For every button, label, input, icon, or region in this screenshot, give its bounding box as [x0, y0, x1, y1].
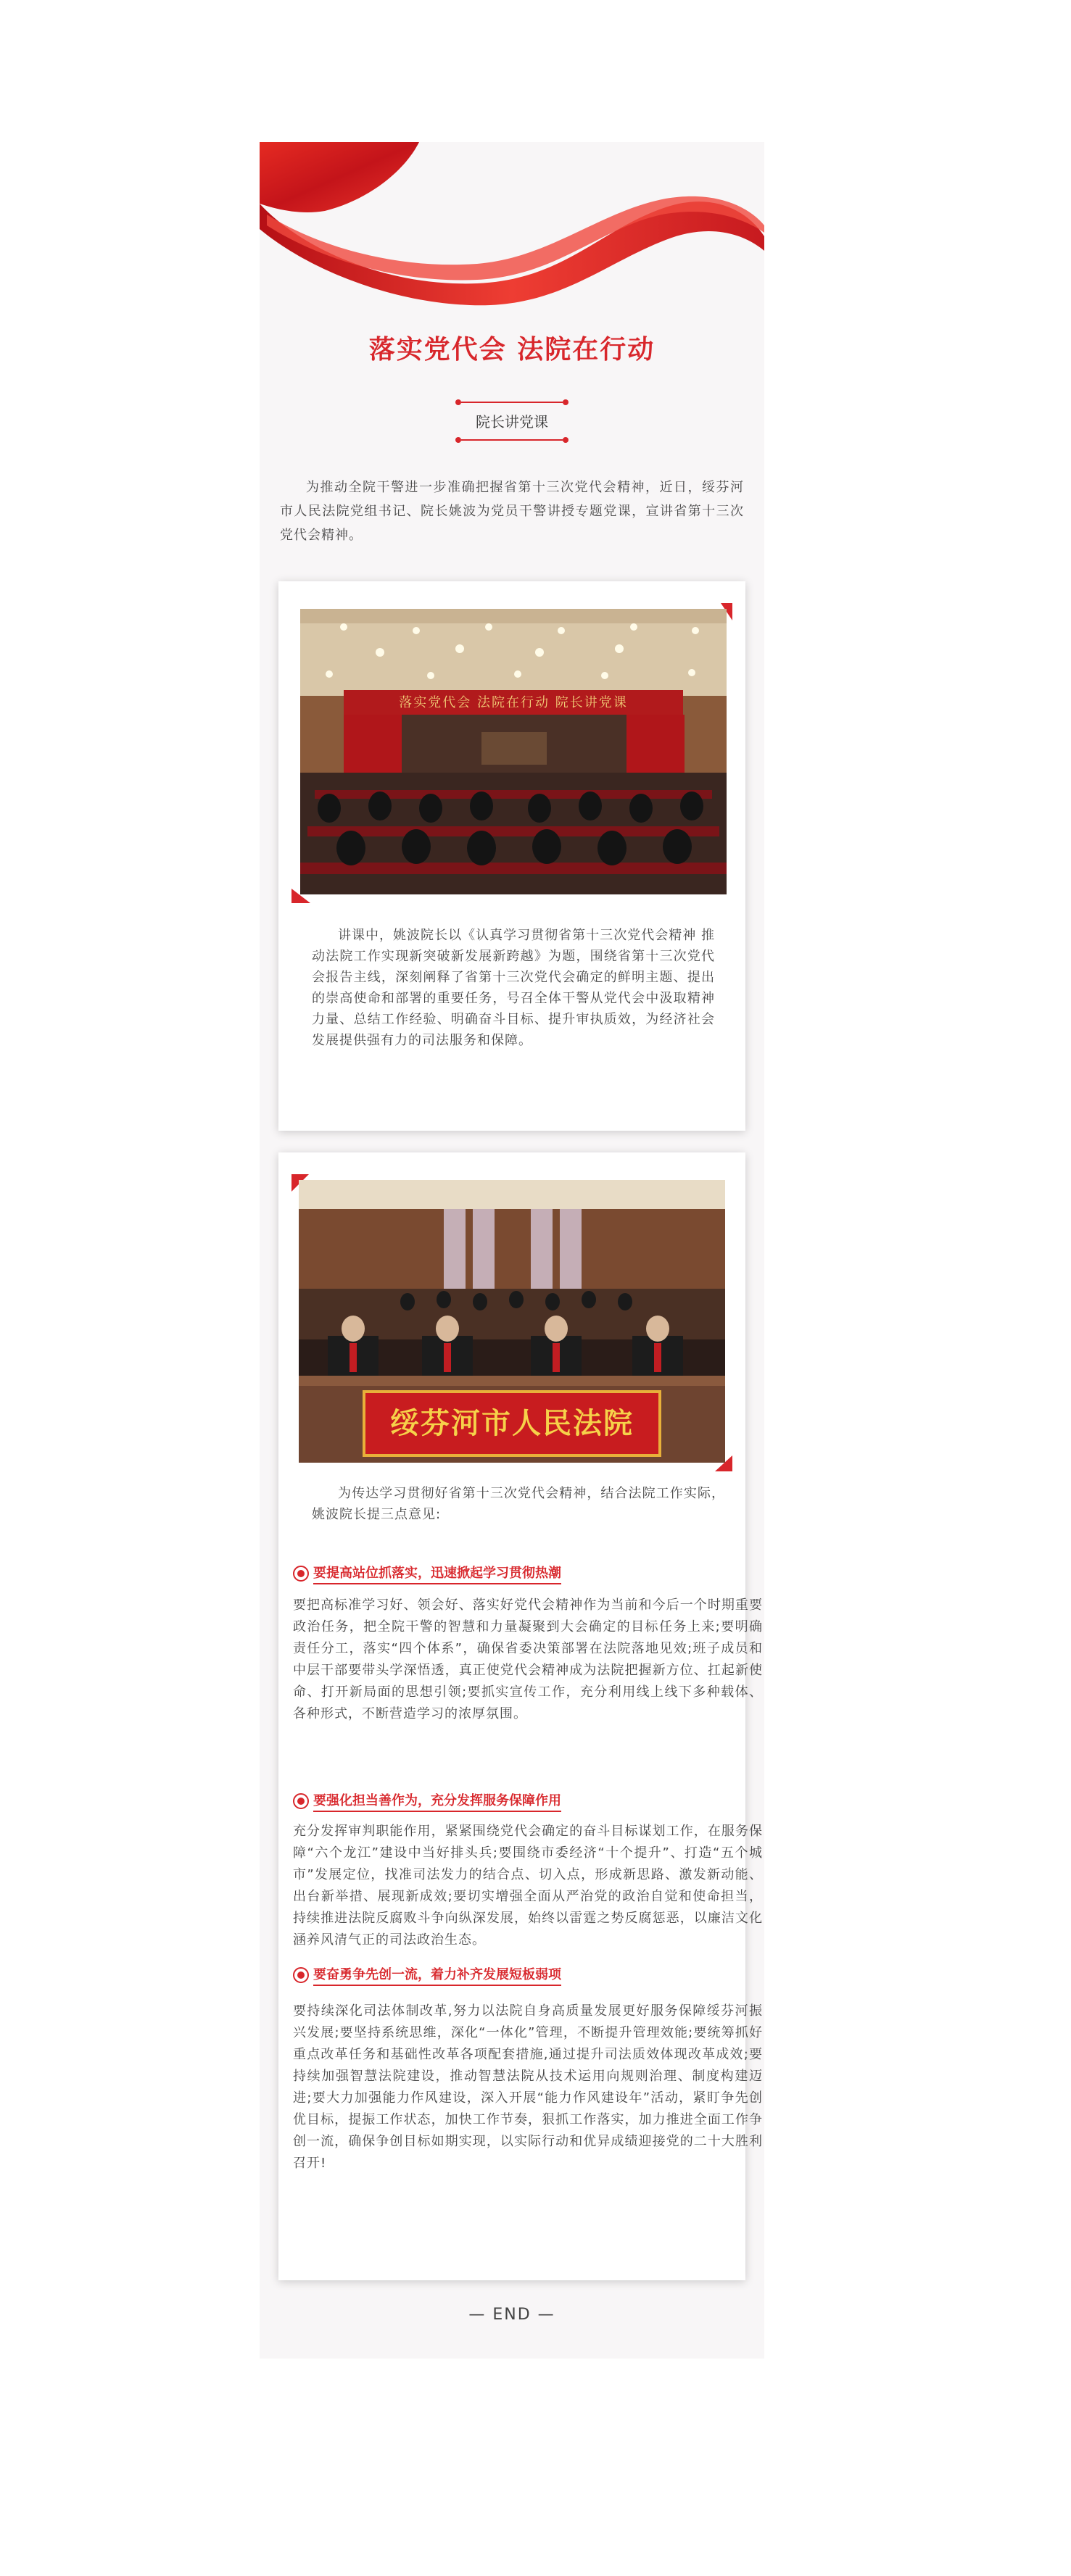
section-heading-3 — [293, 1964, 561, 1986]
court-sign-text: 绥芬河市人民法院 — [390, 1406, 634, 1440]
lecture-hall-illustration — [300, 609, 727, 894]
content-card-opinions — [278, 1152, 763, 2280]
subtitle: 院长讲党课 — [476, 413, 548, 431]
opinions-intro: 为传达学习贯彻好省第十三次党代会精神，结合法院工作实际，姚波院长提三点意见: — [312, 1486, 725, 1522]
subtitle-badge — [455, 399, 568, 444]
intro-paragraph: 为推动全院干警进一步准确把握省第十三次党代会精神，近日，绥芬河市人民法院党组书记、院长姚波为党员干警讲授专题党课，宣讲省第十三次党代会精神。 — [280, 480, 744, 543]
target-icon — [293, 1793, 309, 1809]
dot-icon — [563, 399, 568, 405]
subtitle-line-top — [461, 402, 563, 403]
section-body-2: 充分发挥审判职能作用，紧紧围绕党代会确定的奋斗目标谋划工作，在服务保障“六个龙江”建设中当好排头兵;要围绕市委经济“十个提升”、打造“五个城市”发展定位，找准司法发力的结合点、切入点，形成新思路、激发新动能、出台新举措、展现新成效;要切实增强全面从严治党的政治自觉和使命担当，持续推进法院反腐败斗争向纵深发展，始终以雷霆之势反腐惩恶，以廉洁文化涵养风清气正的司法政治生态。 — [293, 1824, 763, 1948]
section-heading-text: 要强化担当善作为，充分发挥服务保障作用 — [313, 1790, 561, 1812]
red-ribbon-decoration — [260, 142, 764, 309]
end-marker: — END — — [468, 2306, 555, 2324]
dot-icon — [455, 437, 461, 443]
dot-icon — [455, 399, 461, 405]
article-page — [260, 142, 764, 2359]
section-heading-text: 要提高站位抓落实，迅速掀起学习贯彻热潮 — [313, 1563, 561, 1584]
photo-card-lecture — [278, 581, 745, 1131]
court-meeting-photo — [299, 1180, 725, 1463]
section-heading-2 — [293, 1790, 561, 1812]
dot-icon — [563, 437, 568, 443]
page-title: 落实党代会 法院在行动 — [368, 335, 656, 365]
target-icon — [293, 1566, 309, 1582]
lecture-hall-photo — [300, 609, 727, 894]
section-body-3: 要持续深化司法体制改革,努力以法院自身高质量发展更好服务保障绥芬河振兴发展;要坚持系统思维，深化“一体化”管理，不断提升管理效能;要统筹抓好重点改革任务和基础性改革各项配套措施,通过提升司法质效体现改革成效;要持续加强智慧法院建设，推动智慧法院从技术运用向规则治理、制度构建迈进;要大力加强能力作风建设，深入开展“能力作风建设年”活动，紧盯争先创优目标，提振工作状态，加快工作节奏，狠抓工作落实，加力推进全面工作争创一流，确保争创目标如期实现，以实际行动和优异成绩迎接党的二十大胜利召开! — [293, 2003, 763, 2171]
section-heading-text: 要奋勇争先创一流，着力补齐发展短板弱项 — [313, 1964, 561, 1986]
subtitle-line-bottom — [461, 439, 563, 441]
section-body-1: 要把高标准学习好、领会好、落实好党代会精神作为当前和今后一个时期重要政治任务，把全院干警的智慧和力量凝聚到大会确定的目标任务上来;要明确责任分工，落实“四个体系”，确保省委决策部署在法院落地见效;班子成员和中层干部要带头学深悟透，真正使党代会精神成为法院把握新方位、扛起新使命、打开新局面的思想引领;要抓实宣传工作，充分利用线上线下多种载体、各种形式，不断营造学习的浓厚氛围。 — [293, 1597, 763, 1721]
lecture-caption: 讲课中，姚波院长以《认真学习贯彻省第十三次党代会精神 推动法院工作实现新突破新发展新跨越》为题，围绕省第十三次党代会报告主线，深刻阐释了省第十三次党代会确定的鲜明主题、提出的崇高使命和部署的重要任务，号召全体干警从党代会中汲取精神力量、总结工作经验、明确奋斗目标、提升审执质效，为经济社会发展提供强有力的司法服务和保障。 — [312, 928, 715, 1048]
section-heading-1 — [293, 1563, 561, 1584]
target-icon — [293, 1967, 309, 1983]
banner-text: 落实党代会 法院在行动 院长讲党课 — [399, 695, 628, 710]
